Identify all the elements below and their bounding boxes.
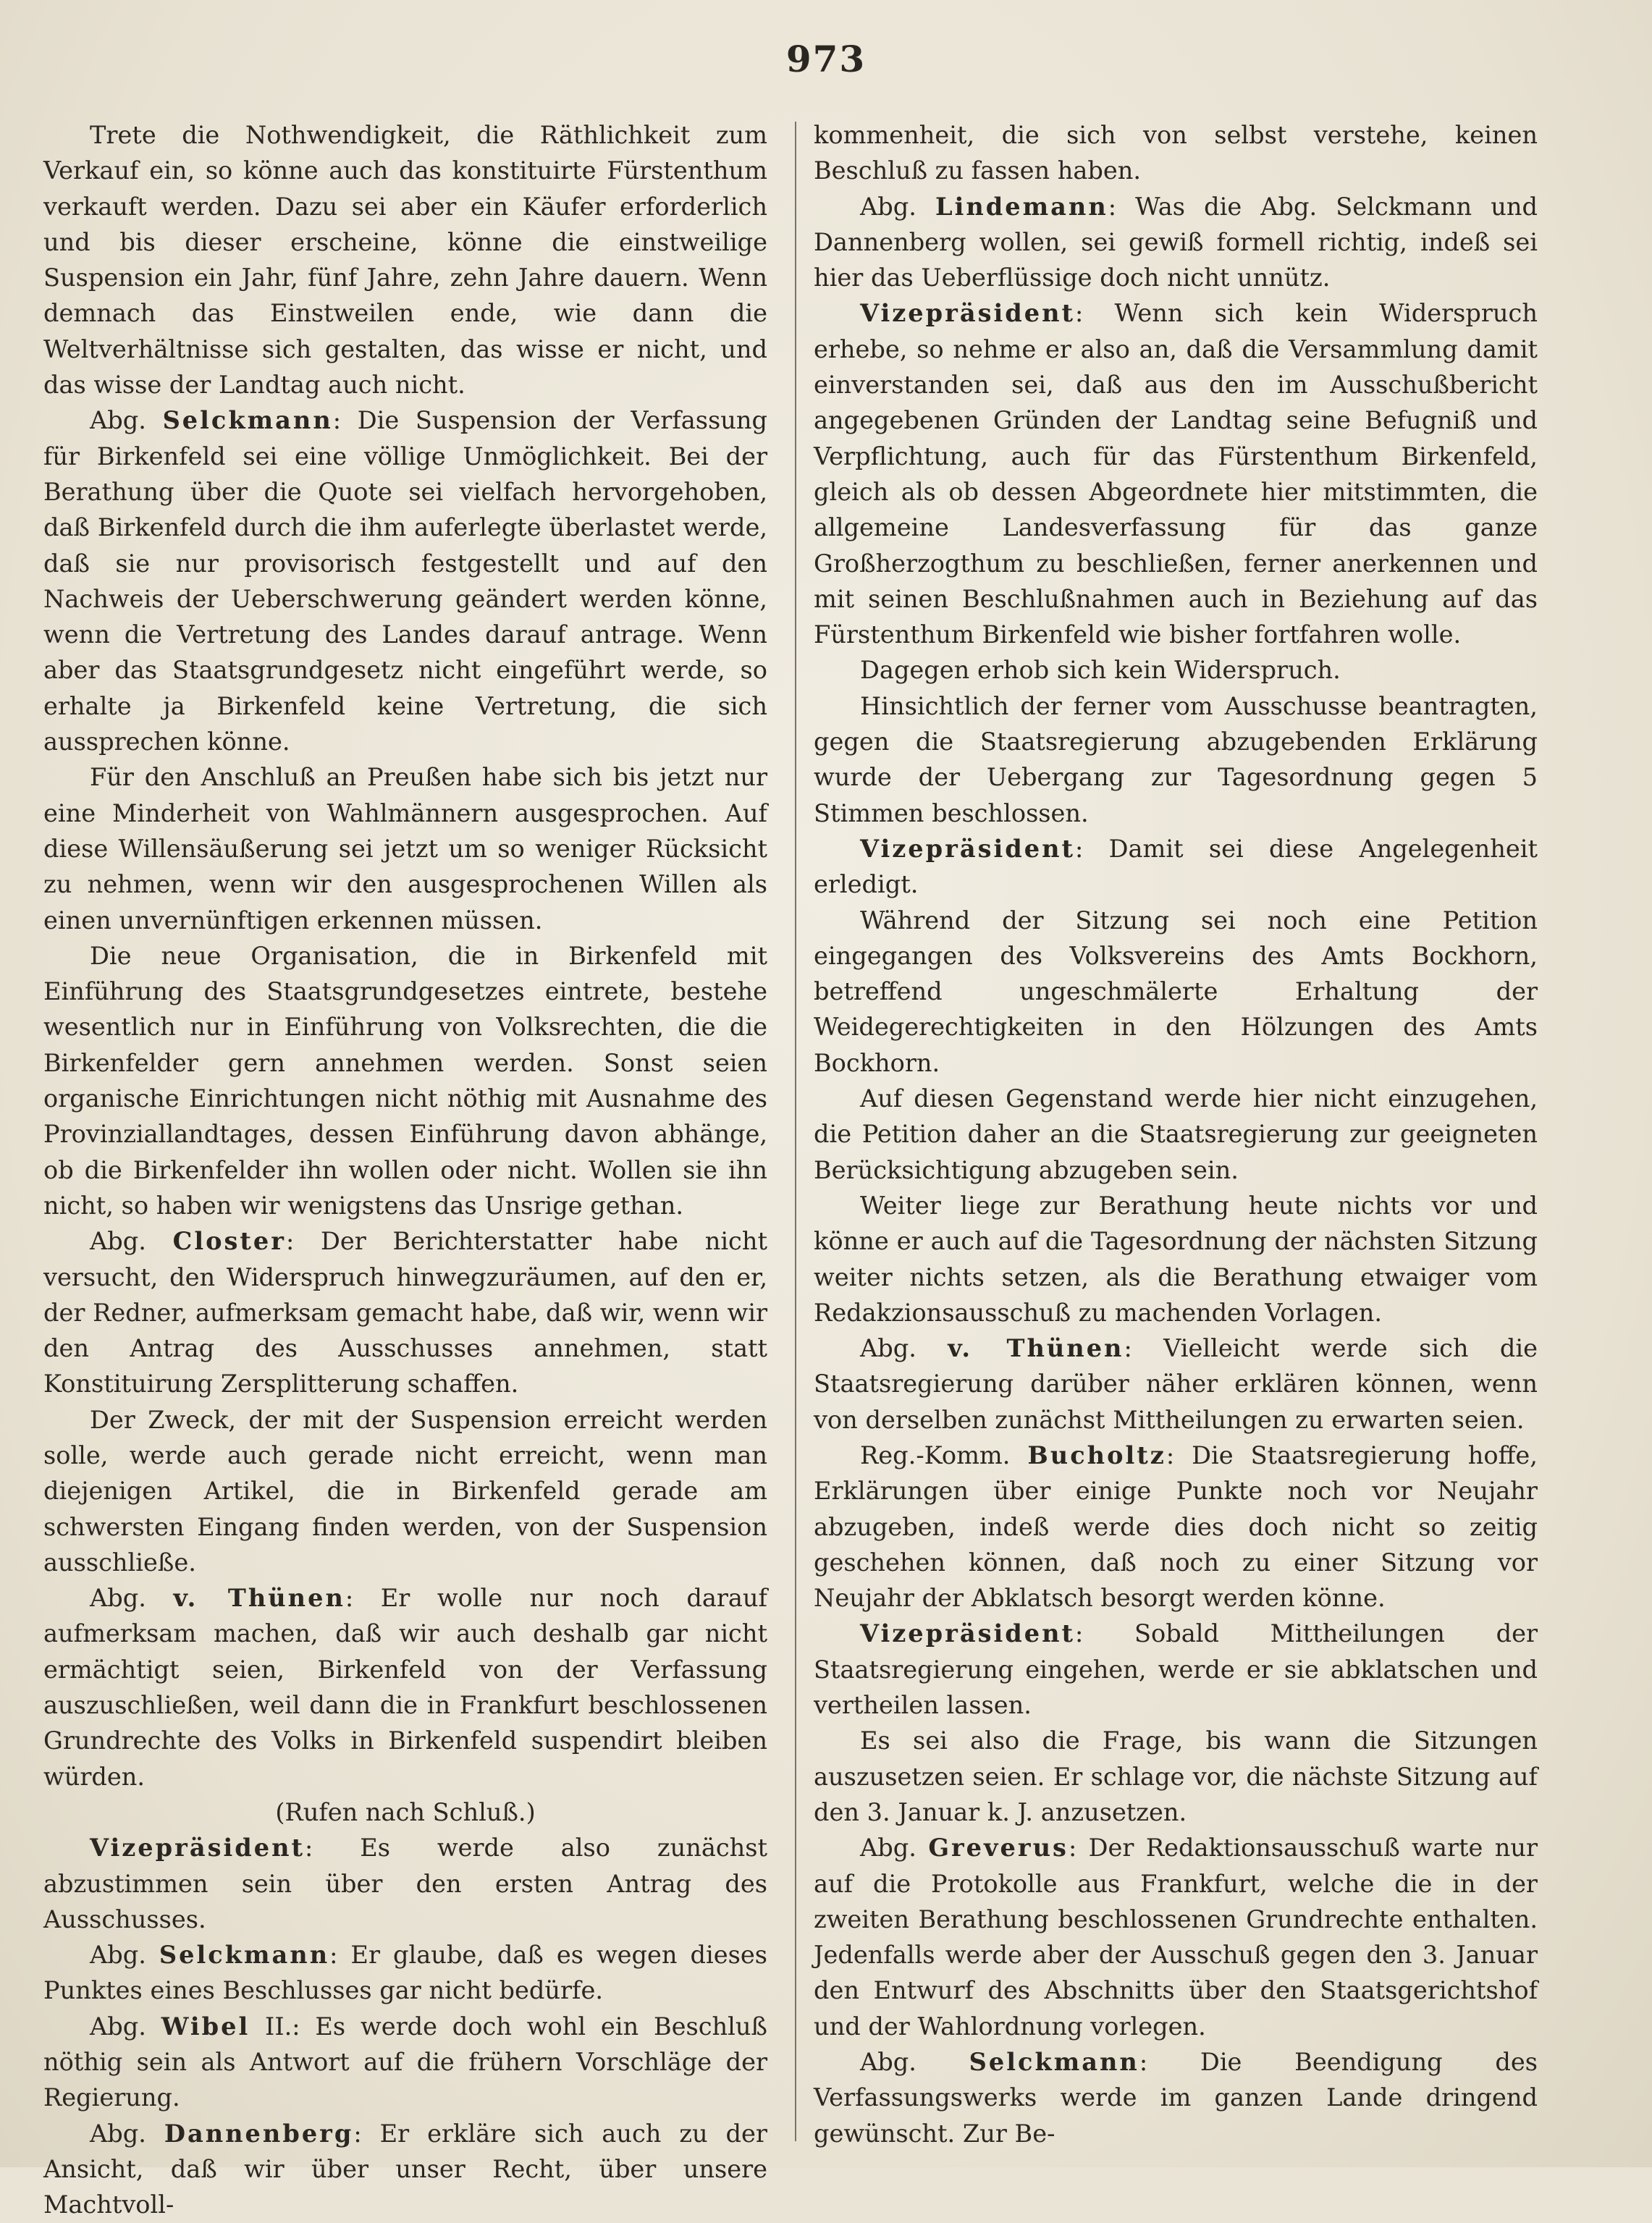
speaker-name: Dannenberg — [164, 2118, 354, 2148]
paragraph — [43, 1223, 767, 1401]
paragraph — [814, 1723, 1538, 1830]
paragraph-text: : Der Berichterstatter habe nicht versucht, den Widerspruch hinwegzuräumen, auf den er, der Redner, aufmerksam gemacht habe, daß wir, wenn wir den Antrag des Ausschusses annehmen, statt Konstituirung Zersplitterung schaffen. — [43, 1227, 767, 1399]
speaker-name: Selckmann — [159, 1940, 330, 1970]
speaker-title: Abg. — [860, 192, 916, 221]
speaker-name: Greverus — [928, 1833, 1069, 1863]
paragraph — [43, 1794, 767, 1830]
paragraph — [814, 1438, 1538, 1616]
speaker-name: Wibel — [161, 2011, 250, 2041]
page-number: 973 — [785, 38, 867, 80]
paragraph-text: : Vielleicht werde sich die Staatsregierung darüber näher erklären können, wenn von derselben zunächst Mittheilungen zu erwarten seien. — [814, 1334, 1538, 1434]
paragraph — [814, 652, 1538, 688]
paragraph-text: Für den Anschluß an Preußen habe sich bis jetzt nur eine Minderheit von Wahlmännern ausgesprochen. Auf diese Willensäußerung sei jetzt um so weniger Rücksicht zu nehmen, wenn wir den ausgesprochenen Willen als einen unvernünftigen erkennen müssen. — [43, 763, 767, 935]
speaker-name: Vizepräsident — [860, 298, 1076, 328]
paragraph-text: (Rufen nach Schluß.) — [275, 1797, 536, 1826]
speaker-name: Bucholtz — [1027, 1440, 1166, 1469]
speaker-name: Closter — [172, 1226, 286, 1256]
paragraph — [43, 2009, 767, 2116]
speaker-name: Vizepräsident — [860, 1619, 1076, 1648]
paragraph-text: Der Zweck, der mit der Suspension erreicht werden solle, werde auch gerade nicht erreicht, wenn man diejenigen Artikel, die in Birkenfeld gerade am schwersten Eingang finden werden, von der Suspension ausschließe. — [43, 1405, 767, 1577]
speaker-name: Selckmann — [969, 2047, 1139, 2077]
right-column — [814, 117, 1538, 2151]
paragraph — [814, 1188, 1538, 1330]
speaker-title: Abg. — [860, 1834, 916, 1863]
speaker-title: Abg. — [90, 1227, 146, 1256]
speaker-title: Abg. — [860, 2048, 916, 2077]
paragraph — [43, 1402, 767, 1580]
paragraph — [814, 1830, 1538, 2044]
speaker-title: Abg. — [90, 1941, 146, 1970]
speaker-title: Abg. — [90, 2012, 146, 2041]
paragraph — [814, 295, 1538, 652]
paragraph — [814, 189, 1538, 296]
paragraph-text: : Es werde doch wohl ein Beschluß nöthig sein als Antwort auf die frühern Vorschläge der Regierung. — [43, 2012, 767, 2112]
paragraph — [43, 2116, 767, 2223]
paragraph — [814, 831, 1538, 903]
speaker-suffix: II. — [250, 2012, 292, 2041]
paragraph-text: Auf diesen Gegenstand werde hier nicht einzugehen, die Petition daher an die Staatsregierung zur geeigneten Berücksichtigung abzugeben sein. — [814, 1084, 1538, 1184]
paragraph — [43, 759, 767, 937]
left-column — [43, 117, 767, 2219]
speaker-title: Abg. — [90, 406, 146, 435]
paragraph-text: : Damit sei diese Angelegenheit erledigt. — [814, 834, 1538, 899]
paragraph — [43, 117, 767, 402]
speaker-name: Lindemann — [935, 191, 1108, 221]
paragraph — [814, 1081, 1538, 1188]
paragraph-text: : Er wolle nur noch darauf aufmerksam machen, daß wir auch deshalb gar nicht ermächtigt seien, Birkenfeld von der Verfassung auszuschließen, weil dann die in Frankfurt beschlossenen Grundrechte des Volks in Birkenfeld suspendirt bleiben würden. — [43, 1584, 767, 1791]
paragraph — [43, 402, 767, 759]
paragraph-text: : Der Redaktionsausschuß warte nur auf die Protokolle aus Frankfurt, welche die in der zweiten Berathung beschlossenen Grundrechte enthalten. Jedenfalls werde aber der Ausschuß gegen den 3. Januar den Entwurf des Abschnitts über den Staatsgerichtshof und der Wahlordnung vorlegen. — [814, 1834, 1538, 2041]
paragraph-text: : Es werde also zunächst abzustimmen sein über den ersten Antrag des Ausschusses. — [43, 1834, 767, 1933]
paragraph — [814, 117, 1538, 189]
paragraph-text: Es sei also die Frage, bis wann die Sitzungen auszusetzen seien. Er schlage vor, die nächste Sitzung auf den 3. Januar k. J. anzusetzen. — [814, 1726, 1538, 1826]
speaker-name: v. Thünen — [173, 1583, 345, 1613]
speaker-name: v. Thünen — [948, 1333, 1124, 1363]
paragraph — [814, 1330, 1538, 1438]
column-divider — [795, 122, 796, 2141]
paragraph — [814, 1616, 1538, 1723]
paragraph-text: Weiter liege zur Berathung heute nichts vor und könne er auch auf die Tagesordnung der nächsten Sitzung weiter nichts setzen, als die Berathung etwaiger vom Redakzionsausschuß zu machenden Vorlagen. — [814, 1191, 1538, 1327]
paragraph-text: Die neue Organisation, die in Birkenfeld mit Einführung des Staatsgrundgesetzes eintrete, bestehe wesentlich nur in Einführung von Volksrechten, die die Birkenfelder gern annehmen werden. Sonst seien organische Einrichtungen nicht nöthig mit Ausnahme des Provinziallandtages, dessen Einführung davon abhänge, ob die Birkenfelder ihn wollen oder nicht. Wollen sie ihn nicht, so haben wir wenigstens das Unsrige gethan. — [43, 941, 767, 1220]
paragraph-text: : Wenn sich kein Widerspruch erhebe, so nehme er also an, daß die Versammlung damit einverstanden sei, daß aus den im Ausschußbericht angegebenen Gründen der Landtag seine Befugniß und Verpflichtung, auch für das Fürstenthum Birkenfeld, gleich als ob dessen Abgeordnete hier mitstimmten, die allgemeine Landesverfassung für das ganze Großherzogthum zu beschließen, ferner anerkennen und mit seinen Beschlußnahmen auch in Beziehung auf das Fürstenthum Birkenfeld wie bisher fortfahren wolle. — [814, 299, 1538, 649]
speaker-title: Abg. — [90, 1584, 146, 1613]
paragraph — [43, 1937, 767, 2009]
paragraph — [43, 1830, 767, 1937]
paragraph-text: Hinsichtlich der ferner vom Ausschusse beantragten, gegen die Staatsregierung abzugebenden Erklärung wurde der Uebergang zur Tagesordnung gegen 5 Stimmen beschlossen. — [814, 691, 1538, 827]
paragraph-text: Trete die Nothwendigkeit, die Räthlichkeit zum Verkauf ein, so könne auch das konstituirte Fürstenthum verkauft werden. Dazu sei aber ein Käufer erforderlich und bis dieser erscheine, könne die einstweilige Suspension ein Jahr, fünf Jahre, zehn Jahre dauern. Wenn demnach das Einstweilen ende, wie dann die Weltverhältnisse sich gestalten, das wisse er nicht, und das wisse der Landtag auch nicht. — [43, 121, 767, 400]
paragraph-text: kommenheit, die sich von selbst verstehe, keinen Beschluß zu fassen haben. — [814, 121, 1538, 185]
paragraph-text: : Er erkläre sich auch zu der Ansicht, daß wir über unser Recht, über unsere Machtvoll- — [43, 2119, 767, 2219]
paragraph-text: : Er glaube, daß es wegen dieses Punktes eines Beschlusses gar nicht bedürfe. — [43, 1941, 767, 2005]
speaker-title: Abg. — [860, 1334, 916, 1363]
paragraph — [43, 1580, 767, 1794]
paragraph-text: : Die Beendigung des Verfassungswerks werde im ganzen Lande dringend gewünscht. Zur Be- — [814, 2048, 1538, 2148]
paragraph-text: Während der Sitzung sei noch eine Petition eingegangen des Volksvereins des Amts Bockhorn, betreffend ungeschmälerte Erhaltung der Weidegerechtigkeiten in den Hölzungen des Amts Bockhorn. — [814, 906, 1538, 1077]
paragraph-text: : Die Staatsregierung hoffe, Erklärungen über einige Punkte noch vor Neujahr abzugeben, indeß werde dies doch nicht so zeitig geschehen können, daß noch zu einer Sitzung vor Neujahr der Abklatsch besorgt werden könne. — [814, 1440, 1538, 1613]
paragraph — [814, 903, 1538, 1081]
speaker-name: Vizepräsident — [860, 833, 1076, 863]
paragraph — [814, 2044, 1538, 2151]
speaker-title: Abg. — [90, 2119, 146, 2148]
speaker-name: Vizepräsident — [90, 1833, 305, 1863]
paragraph — [814, 688, 1538, 831]
speaker-title: Reg.-Komm. — [860, 1440, 1011, 1469]
paragraph — [43, 938, 767, 1223]
paragraph-text: : Sobald Mittheilungen der Staatsregierung eingehen, werde er sie abklatschen und vertheilen lassen. — [814, 1619, 1538, 1720]
paragraph-text: : Die Suspension der Verfassung für Birkenfeld sei eine völlige Unmöglichkeit. Bei der Berathung über die Quote sei vielfach hervorgehoben, daß Birkenfeld durch die ihm auferlegte überlastet werde, daß sie nur provisorisch festgestellt und auf den Nachweis der Ueberschwerung geändert werden könne, wenn die Vertretung des Landes darauf antrage. Wenn aber das Staatsgrundgesetz nicht eingeführt werde, so erhalte ja Birkenfeld keine Vertretung, die sich aussprechen könne. — [43, 406, 767, 756]
paragraph-text: : Was die Abg. Selckmann und Dannenberg wollen, sei gewiß formell richtig, indeß sei hier das Ueberflüssige doch nicht unnütz. — [814, 192, 1538, 292]
speaker-name: Selckmann — [162, 405, 333, 435]
paragraph-text: Dagegen erhob sich kein Widerspruch. — [860, 656, 1341, 685]
